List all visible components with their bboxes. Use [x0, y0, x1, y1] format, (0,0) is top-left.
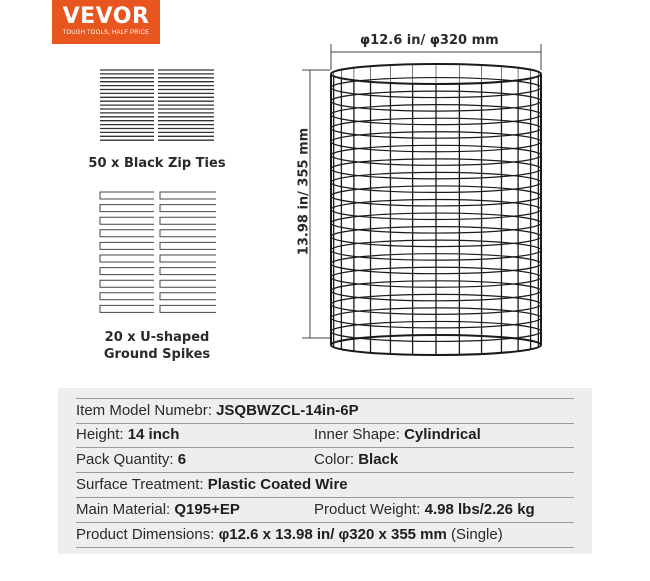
- surface-label: Surface Treatment:: [76, 476, 204, 493]
- brand-tagline: TOUGH TOOLS, HALF PRICE: [62, 30, 150, 36]
- pack-quantity-value: 6: [177, 451, 187, 468]
- ground-spikes-label-line2: Ground Spikes: [103, 347, 211, 362]
- inner-shape-value: Cylindrical: [404, 426, 481, 443]
- diameter-dimension: φ12.6 in/ φ320 mm: [360, 33, 499, 48]
- spec-row-model: [76, 398, 574, 424]
- spec-table: [58, 388, 592, 554]
- color-value: Black: [358, 451, 399, 468]
- height-value: 14 inch: [127, 426, 180, 443]
- height-label: Height:: [76, 426, 124, 443]
- height-dimension: 13.98 in/ 355 mm: [296, 127, 312, 256]
- spec-row-dimensions: [76, 523, 574, 548]
- inner-shape-cell: [314, 423, 481, 447]
- product-dimensions-suffix: (Single): [451, 526, 503, 543]
- model-value: JSQBWZCL-14in-6P: [216, 402, 359, 419]
- model-label: Item Model Numebr:: [76, 402, 212, 419]
- surface-value: Plastic Coated Wire: [207, 476, 348, 493]
- product-dimensions-value: φ12.6 x 13.98 in/ φ320 x 355 mm: [218, 526, 447, 543]
- cage-mesh: [331, 64, 541, 355]
- ground-spikes-label-line1: 20 x U-shaped: [104, 330, 210, 345]
- material-value: Q195+EP: [174, 501, 240, 518]
- weight-label: Product Weight:: [314, 501, 421, 518]
- zip-ties-label-text: 50 x Black Zip Ties: [88, 156, 226, 171]
- spec-row-surface: [76, 473, 574, 498]
- brand-name: VEVOR: [62, 4, 150, 29]
- material-label: Main Material:: [76, 501, 171, 518]
- weight-cell: [314, 498, 535, 522]
- weight-value: 4.98 lbs/2.26 kg: [424, 501, 535, 518]
- color-cell: [314, 448, 398, 472]
- spec-row-height-shape: [76, 423, 574, 448]
- spec-row-qty-color: [76, 448, 574, 473]
- inner-shape-label: Inner Shape:: [314, 426, 400, 443]
- color-label: Color:: [314, 451, 355, 468]
- pack-quantity-label: Pack Quantity:: [76, 451, 174, 468]
- spec-row-material-weight: [76, 498, 574, 523]
- product-dimensions-label: Product Dimensions:: [76, 526, 215, 543]
